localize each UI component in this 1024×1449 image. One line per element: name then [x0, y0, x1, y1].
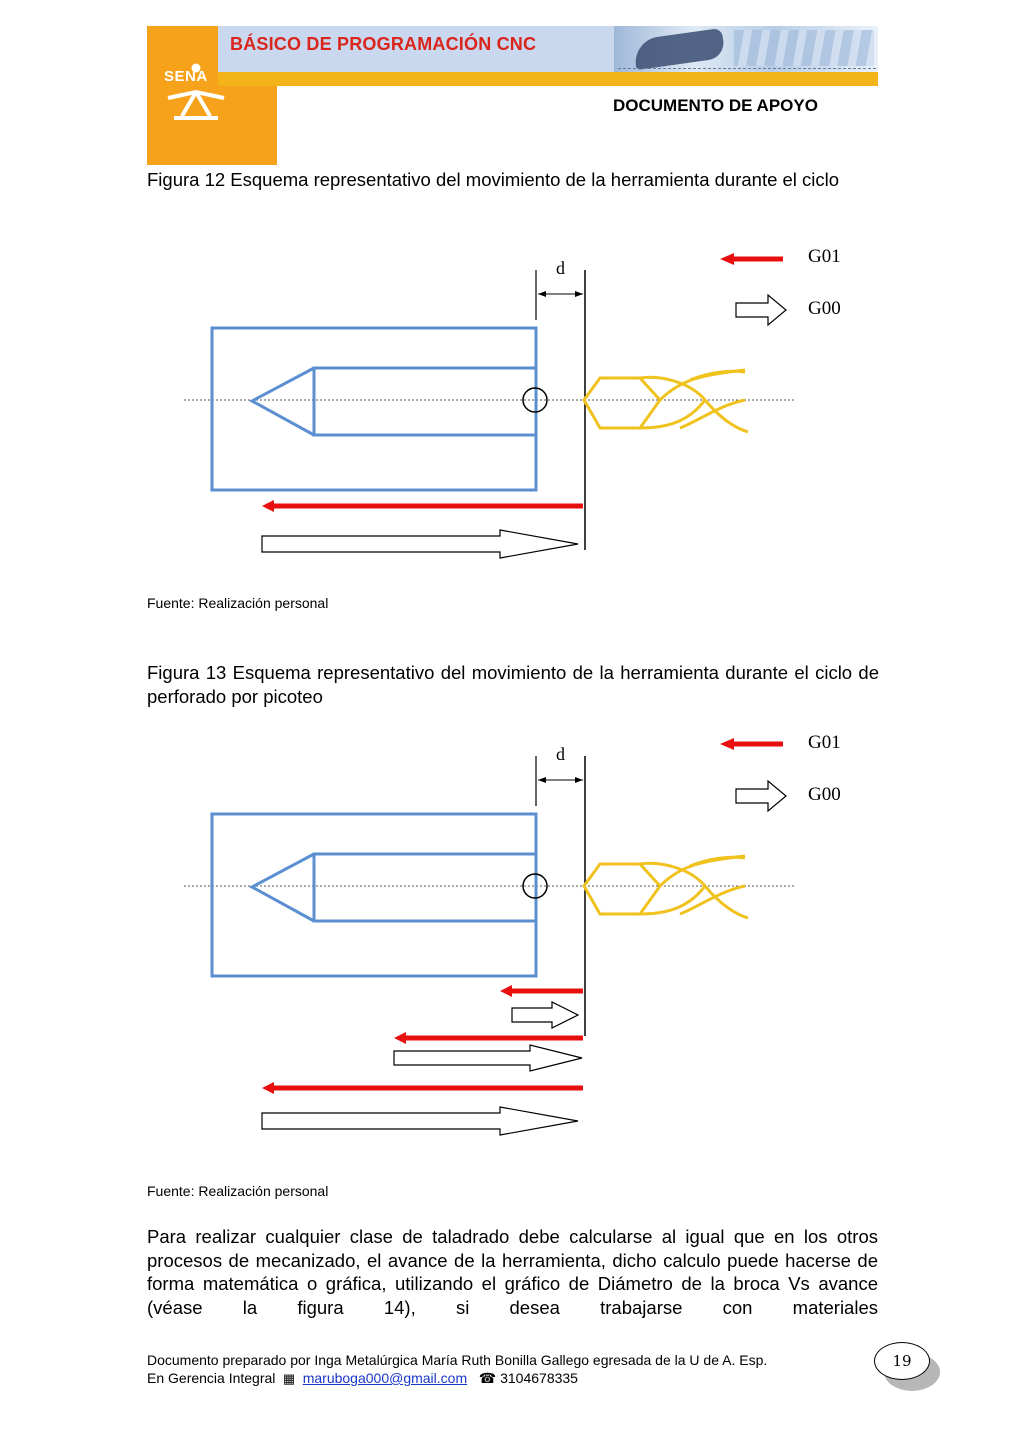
- legend-g00-label: G00: [808, 784, 841, 805]
- drilled-hole: [314, 854, 536, 921]
- dimension-label: d: [556, 258, 565, 278]
- figure-12-caption: Figura 12 Esquema representativo del movimiento de la herramienta durante el ciclo: [147, 169, 840, 190]
- email-link[interactable]: maruboga000@gmail.com: [302, 1370, 468, 1386]
- workpiece: [212, 814, 536, 976]
- hole-tip: [252, 368, 314, 435]
- workpiece: [212, 328, 536, 490]
- logo-text: SENA: [164, 68, 208, 85]
- drill-bit-icon: [584, 856, 748, 918]
- header-subtitle: DOCUMENTO DE APOYO: [613, 96, 818, 115]
- legend-g01-label: G01: [808, 732, 841, 753]
- header-gold-band: [218, 72, 878, 86]
- figure-12-source: Fuente: Realización personal: [147, 595, 329, 611]
- footer-prefix: En Gerencia Integral: [147, 1370, 276, 1386]
- dimension-label: d: [556, 744, 565, 764]
- figure-12-diagram: [0, 230, 1024, 570]
- legend-g00-label: G00: [808, 298, 841, 319]
- footer-line-2: [147, 1369, 867, 1388]
- rapid-arrow-1: [512, 1002, 578, 1028]
- body-paragraph: Para realizar cualquier clase de taladrado debe calcularse al igual que en los otros procesos de mecanizado, el avance de la herramienta, dicho calculo puede hacerse de forma matemática o gráfica, utilizando el gráfico de Diámetro de la broca Vs avance (véase la figura 14), si desea trabajarse con materiales: [147, 1226, 878, 1318]
- hole-tip: [252, 854, 314, 921]
- phone-number: 3104678335: [500, 1370, 578, 1386]
- rapid-arrow: [262, 530, 578, 558]
- figure-13-source: Fuente: Realización personal: [147, 1183, 329, 1199]
- rapid-arrow-3: [262, 1107, 578, 1135]
- legend-g00-arrow: [736, 295, 786, 325]
- header-title: BÁSICO DE PROGRAMACIÓN CNC: [230, 34, 537, 54]
- legend-g01-label: G01: [808, 246, 841, 267]
- footer: [147, 1351, 867, 1388]
- header-dashed-line: [618, 68, 876, 69]
- figure-13-caption: Figura 13 Esquema representativo del movimiento de la herramienta durante el ciclo de perforado por picoteo: [147, 662, 879, 707]
- drilled-hole: [314, 368, 536, 435]
- page-number: 19: [874, 1342, 930, 1380]
- building-icon: ▦: [279, 1371, 299, 1386]
- figure-13-diagram: [0, 720, 1024, 1140]
- drill-bit-icon: [584, 370, 748, 432]
- legend-g00-arrow: [736, 781, 786, 811]
- footer-line-1: Documento preparado por Inga Metalúrgica María Ruth Bonilla Gallego egresada de la U de A. Esp.: [147, 1352, 768, 1368]
- phone-icon: ☎: [471, 1370, 497, 1386]
- rapid-arrow-2: [394, 1045, 582, 1071]
- header-keyboard-image: [614, 26, 878, 72]
